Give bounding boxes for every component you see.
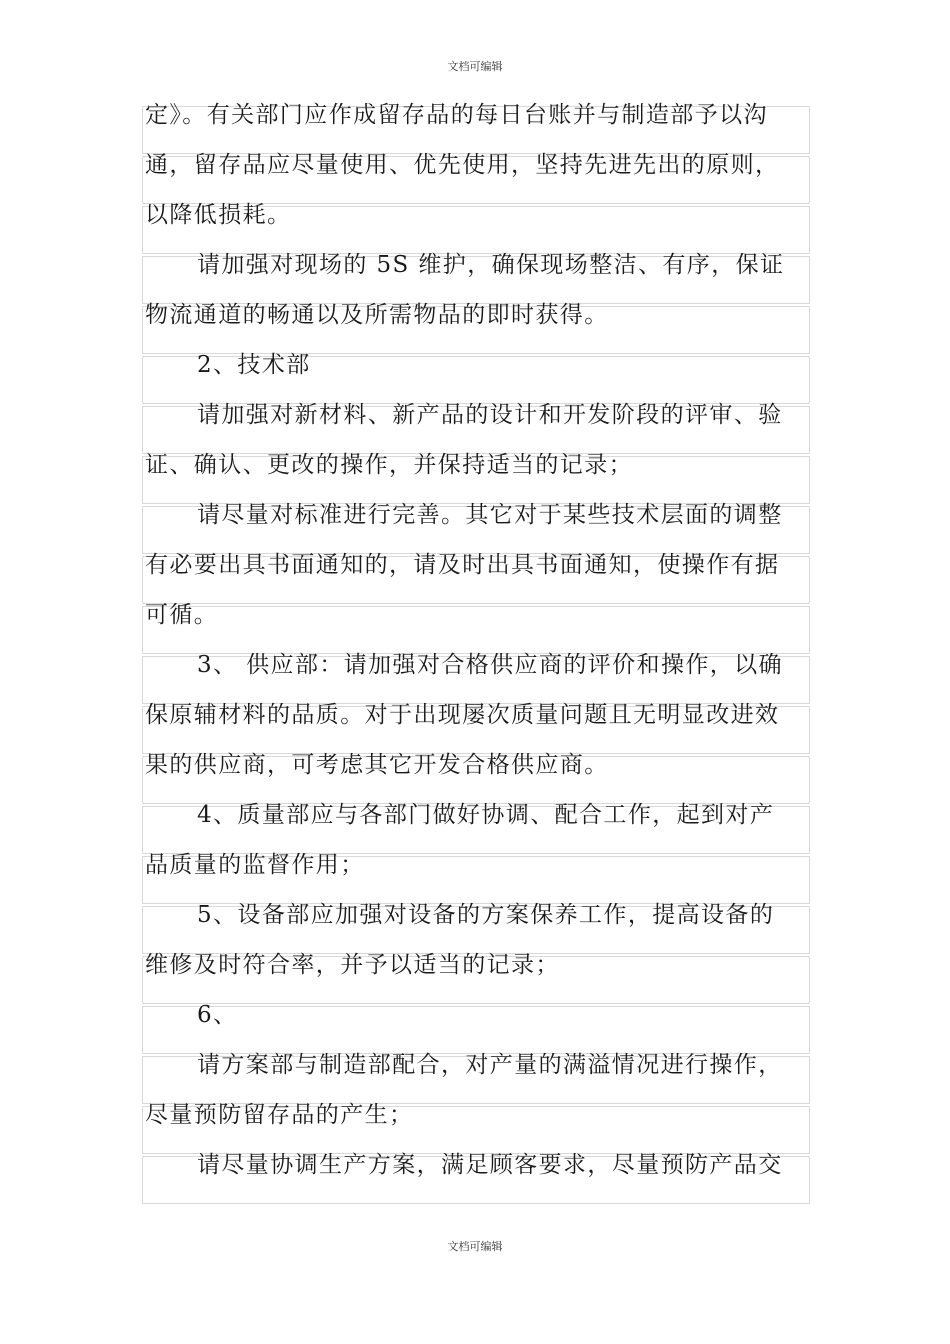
line-text: 请加强对现场的 5S 维护，确保现场整洁、有序，保证 xyxy=(197,252,785,278)
text-line xyxy=(142,502,810,554)
document-body xyxy=(142,102,810,1206)
line-text: 物流通道的畅通以及所需物品的即时获得。 xyxy=(145,302,609,328)
line-text: 6、 xyxy=(197,1002,238,1028)
text-line xyxy=(142,302,810,354)
line-text: 请尽量协调生产方案，满足顾客要求，尽量预防产品交 xyxy=(197,1152,783,1178)
line-text: 维修及时符合率，并予以适当的记录； xyxy=(145,952,560,978)
section-heading xyxy=(142,352,810,404)
text-line xyxy=(142,802,810,854)
line-text: 证、确认、更改的操作，并保持适当的记录； xyxy=(145,452,633,478)
text-line xyxy=(142,852,810,904)
text-line xyxy=(142,152,810,204)
text-line xyxy=(142,652,810,704)
line-text: 以降低损耗。 xyxy=(145,202,292,228)
text-line xyxy=(142,452,810,504)
line-text: 3、 供应部：请加强对合格供应商的评价和操作，以确 xyxy=(197,652,783,678)
text-line xyxy=(142,402,810,454)
line-text: 有必要出具书面通知的，请及时出具书面通知，使操作有据 xyxy=(145,552,780,578)
section-heading xyxy=(142,1002,810,1054)
line-text: 保原辅材料的品质。对于出现屡次质量问题且无明显改进效 xyxy=(145,702,780,728)
text-line xyxy=(142,902,810,954)
line-text: 5、设备部应加强对设备的方案保养工作，提高设备的 xyxy=(197,902,775,928)
text-line xyxy=(142,752,810,804)
line-text: 请尽量对标准进行完善。其它对于某些技术层面的调整 xyxy=(197,502,783,528)
line-text: 定》。有关部门应作成留存品的每日台账并与制造部予以沟 xyxy=(145,102,768,128)
text-line xyxy=(142,1052,810,1104)
line-text: 果的供应商，可考虑其它开发合格供应商。 xyxy=(145,752,609,778)
page-header: 文档可编辑 xyxy=(447,60,503,73)
text-line xyxy=(142,102,810,154)
line-text: 4、质量部应与各部门做好协调、配合工作，起到对产 xyxy=(197,802,775,828)
line-text: 通，留存品应尽量使用、优先使用，坚持先进先出的原则， xyxy=(145,152,780,178)
text-line xyxy=(142,1102,810,1154)
text-line xyxy=(142,252,810,304)
line-text: 品质量的监督作用； xyxy=(145,852,365,878)
page-footer: 文档可编辑 xyxy=(447,1240,503,1253)
line-text: 尽量预防留存品的产生； xyxy=(145,1102,414,1128)
text-line xyxy=(142,952,810,1004)
text-line xyxy=(142,202,810,254)
text-line xyxy=(142,1152,810,1204)
line-text: 请方案部与制造部配合，对产量的满溢情况进行操作， xyxy=(197,1052,783,1078)
line-text: 2、技术部 xyxy=(197,352,311,378)
text-line xyxy=(142,702,810,754)
text-line xyxy=(142,602,810,654)
line-text: 可循。 xyxy=(145,602,219,628)
text-line xyxy=(142,552,810,604)
line-text: 请加强对新材料、新产品的设计和开发阶段的评审、验 xyxy=(197,402,783,428)
